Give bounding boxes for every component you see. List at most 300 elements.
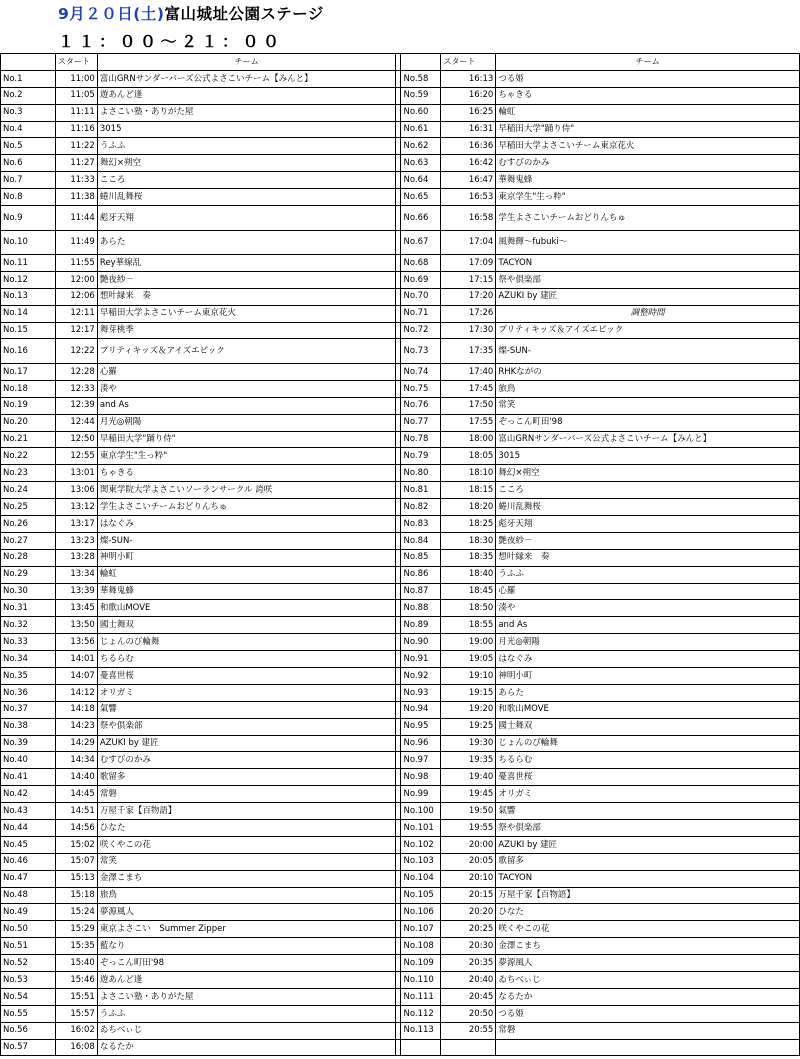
team-name: つる姫 — [496, 1005, 800, 1022]
start-time: 20:45 — [441, 988, 496, 1005]
start-time: 14:34 — [55, 752, 97, 769]
team-name: 想叶縁来 奏 — [97, 288, 396, 305]
entry-no: No.33 — [1, 634, 56, 651]
team-name: じょんのび輪舞 — [97, 634, 396, 651]
entry-no: No.29 — [1, 566, 56, 583]
team-name: 常磐 — [97, 786, 396, 803]
table-row — [1, 684, 800, 701]
team-name: むすびのかみ — [496, 155, 800, 172]
start-time: 17:09 — [441, 255, 496, 272]
entry-no: No.94 — [401, 701, 441, 718]
start-time: 17:26 — [441, 305, 496, 322]
start-time: 13:45 — [55, 600, 97, 617]
entry-no: No.91 — [401, 651, 441, 668]
team-name: ぞっこん町田'98 — [97, 955, 396, 972]
table-row — [1, 322, 800, 339]
start-time: 20:00 — [441, 836, 496, 853]
start-time: 18:15 — [441, 482, 496, 499]
team-name: つる姫 — [496, 70, 800, 87]
entry-no: No.2 — [1, 87, 56, 104]
start-time: 16:53 — [441, 189, 496, 206]
table-row — [1, 651, 800, 668]
entry-no: No.72 — [401, 322, 441, 339]
entry-no: No.46 — [1, 853, 56, 870]
start-time: 13:28 — [55, 549, 97, 566]
event-venue: 富山城址公園ステージ — [164, 5, 324, 23]
entry-no: No.49 — [1, 904, 56, 921]
start-time: 18:35 — [441, 549, 496, 566]
entry-no: No.71 — [401, 305, 441, 322]
start-time: 15:46 — [55, 972, 97, 989]
entry-no: No.28 — [1, 549, 56, 566]
table-row — [1, 206, 800, 231]
entry-no: No.106 — [401, 904, 441, 921]
table-row — [1, 482, 800, 499]
entry-no: No.39 — [1, 735, 56, 752]
start-time: 11:27 — [55, 155, 97, 172]
start-time: 16:47 — [441, 172, 496, 189]
entry-no: No.12 — [1, 271, 56, 288]
team-name: 心羅 — [97, 363, 396, 380]
entry-no: No.75 — [401, 380, 441, 397]
start-time: 16:25 — [441, 104, 496, 121]
team-name: 常磐 — [496, 1022, 800, 1039]
entry-no: No.36 — [1, 684, 56, 701]
entry-no: No.37 — [1, 701, 56, 718]
start-time: 17:50 — [441, 397, 496, 414]
start-time: 13:39 — [55, 583, 97, 600]
start-time: 17:35 — [441, 339, 496, 364]
start-time: 19:50 — [441, 803, 496, 820]
start-time: 12:33 — [55, 380, 97, 397]
team-name: 艶夜紗－ — [97, 271, 396, 288]
team-name: 祭や倶楽部 — [496, 820, 800, 837]
team-name: 憂喜世桜 — [97, 668, 396, 685]
entry-no: No.108 — [401, 938, 441, 955]
team-name: 憂喜世桜 — [496, 769, 800, 786]
team-name: オリガミ — [97, 684, 396, 701]
start-time: 20:25 — [441, 921, 496, 938]
team-name: よさこい塾・ありがた屋 — [97, 104, 396, 121]
table-row — [1, 172, 800, 189]
entry-no: No.27 — [1, 532, 56, 549]
team-name: 舞幻×朔空 — [97, 155, 396, 172]
team-name: TACYON — [496, 255, 800, 272]
start-time: 19:40 — [441, 769, 496, 786]
start-time: 14:29 — [55, 735, 97, 752]
start-time: 12:44 — [55, 414, 97, 431]
start-time: 12:17 — [55, 322, 97, 339]
start-time: 11:16 — [55, 121, 97, 138]
team-name: なるたか — [97, 1039, 396, 1056]
team-name: and As — [496, 617, 800, 634]
entry-no: No.4 — [1, 121, 56, 138]
start-time: 15:40 — [55, 955, 97, 972]
team-name: 月光◎朝陽 — [496, 634, 800, 651]
entry-no: No.67 — [401, 230, 441, 255]
team-name: 富山GRNサンダーバーズ公式よさこいチーム【みんと】 — [97, 70, 396, 87]
entry-no: No.3 — [1, 104, 56, 121]
entry-no: No.32 — [1, 617, 56, 634]
table-row — [1, 339, 800, 364]
entry-no: No.14 — [1, 305, 56, 322]
entry-no: No.20 — [1, 414, 56, 431]
entry-no: No.78 — [401, 431, 441, 448]
entry-no: No.68 — [401, 255, 441, 272]
team-name: 歌留多 — [97, 769, 396, 786]
team-name: ちゃきる — [496, 87, 800, 104]
start-time: 14:18 — [55, 701, 97, 718]
entry-no: No.97 — [401, 752, 441, 769]
entry-no: No.111 — [401, 988, 441, 1005]
start-time: 19:30 — [441, 735, 496, 752]
team-name: 華舞鬼蜂 — [97, 583, 396, 600]
team-name: 遊あんど逢 — [97, 972, 396, 989]
start-time: 14:51 — [55, 803, 97, 820]
entry-no: No.87 — [401, 583, 441, 600]
team-name: AZUKI by 建匠 — [496, 836, 800, 853]
team-name: 夢源風人 — [97, 904, 396, 921]
start-time: 18:50 — [441, 600, 496, 617]
start-time: 18:45 — [441, 583, 496, 600]
start-time: 15:18 — [55, 887, 97, 904]
start-time: 12:50 — [55, 431, 97, 448]
start-time: 17:30 — [441, 322, 496, 339]
entry-no: No.11 — [1, 255, 56, 272]
start-time: 20:55 — [441, 1022, 496, 1039]
team-name: 遊あんど逢 — [97, 87, 396, 104]
start-time: 18:30 — [441, 532, 496, 549]
start-time: 15:07 — [55, 853, 97, 870]
start-time: 14:56 — [55, 820, 97, 837]
entry-no: No.65 — [401, 189, 441, 206]
table-row — [1, 938, 800, 955]
team-name: じょんのび輪舞 — [496, 735, 800, 752]
entry-no: No.59 — [401, 87, 441, 104]
entry-no: No.107 — [401, 921, 441, 938]
entry-no: No.38 — [1, 718, 56, 735]
start-time: 18:00 — [441, 431, 496, 448]
table-row — [1, 668, 800, 685]
start-time: 14:01 — [55, 651, 97, 668]
start-time: 14:12 — [55, 684, 97, 701]
team-name: 輪虹 — [496, 104, 800, 121]
start-time: 15:13 — [55, 870, 97, 887]
team-name: 華舞鬼蜂 — [496, 172, 800, 189]
team-name: Rey華線乱 — [97, 255, 396, 272]
team-name: 東京学生"生っ粋" — [97, 448, 396, 465]
start-time: 11:55 — [55, 255, 97, 272]
team-name: 3015 — [97, 121, 396, 138]
entry-no: No.79 — [401, 448, 441, 465]
table-row — [1, 499, 800, 516]
start-time: 13:06 — [55, 482, 97, 499]
entry-no: No.16 — [1, 339, 56, 364]
start-time: 18:25 — [441, 515, 496, 532]
team-name: and As — [97, 397, 396, 414]
entry-no: No.92 — [401, 668, 441, 685]
table-row — [1, 769, 800, 786]
start-time: 11:49 — [55, 230, 97, 255]
entry-no: No.55 — [1, 1005, 56, 1022]
team-name: プリティキッズ＆アイズエピック — [496, 322, 800, 339]
entry-no: No.54 — [1, 988, 56, 1005]
entry-no: No.101 — [401, 820, 441, 837]
start-time: 16:02 — [55, 1022, 97, 1039]
team-name: 和歌山MOVE — [496, 701, 800, 718]
entry-no: No.95 — [401, 718, 441, 735]
entry-no: No.17 — [1, 363, 56, 380]
team-name: AZUKI by 建匠 — [97, 735, 396, 752]
event-date: 9月２０日(土) — [58, 5, 165, 23]
entry-no — [401, 1039, 441, 1056]
table-row — [1, 904, 800, 921]
table-row — [1, 735, 800, 752]
start-time: 13:17 — [55, 515, 97, 532]
entry-no: No.63 — [401, 155, 441, 172]
start-time: 17:04 — [441, 230, 496, 255]
start-time: 12:22 — [55, 339, 97, 364]
team-name: 学生よさこいチームおどりんちゅ — [496, 206, 800, 231]
entry-no: No.9 — [1, 206, 56, 231]
table-row — [1, 138, 800, 155]
entry-no: No.80 — [401, 465, 441, 482]
start-time: 11:44 — [55, 206, 97, 231]
team-name: 咲くやこの花 — [496, 921, 800, 938]
team-name: 3015 — [496, 448, 800, 465]
team-name: 富山GRNサンダーバーズ公式よさこいチーム【みんと】 — [496, 431, 800, 448]
start-time: 20:35 — [441, 955, 496, 972]
table-row — [1, 853, 800, 870]
table-row — [1, 617, 800, 634]
team-name: あらた — [97, 230, 396, 255]
table-row — [1, 583, 800, 600]
start-time: 16:20 — [441, 87, 496, 104]
table-row — [1, 155, 800, 172]
start-time: 12:00 — [55, 271, 97, 288]
start-time: 13:56 — [55, 634, 97, 651]
entry-no: No.110 — [401, 972, 441, 989]
table-row — [1, 972, 800, 989]
start-time: 12:11 — [55, 305, 97, 322]
entry-no: No.77 — [401, 414, 441, 431]
start-time: 11:05 — [55, 87, 97, 104]
team-name: 舞幻×朔空 — [496, 465, 800, 482]
table-row — [1, 448, 800, 465]
start-time: 14:07 — [55, 668, 97, 685]
start-time: 18:40 — [441, 566, 496, 583]
start-time: 16:36 — [441, 138, 496, 155]
start-time: 11:38 — [55, 189, 97, 206]
team-name: 藍なり — [97, 938, 396, 955]
start-time: 20:50 — [441, 1005, 496, 1022]
start-time: 12:06 — [55, 288, 97, 305]
start-time: 15:57 — [55, 1005, 97, 1022]
start-time: 15:51 — [55, 988, 97, 1005]
table-row — [1, 820, 800, 837]
page-title — [58, 2, 324, 24]
team-name: 万屋千家【百物語】 — [496, 887, 800, 904]
entry-no: No.81 — [401, 482, 441, 499]
team-name: 東京よさこい Summer Zipper — [97, 921, 396, 938]
start-time: 20:05 — [441, 853, 496, 870]
header-row — [1, 54, 800, 71]
team-name: はなぐみ — [496, 651, 800, 668]
entry-no: No.82 — [401, 499, 441, 516]
team-name: 國士舞双 — [496, 718, 800, 735]
team-name: 東京学生"生っ粋" — [496, 189, 800, 206]
start-time: 20:15 — [441, 887, 496, 904]
team-name: 祭や倶楽部 — [496, 271, 800, 288]
team-name: ゐちべぃじ — [496, 972, 800, 989]
entry-no: No.43 — [1, 803, 56, 820]
entry-no: No.100 — [401, 803, 441, 820]
start-time: 11:22 — [55, 138, 97, 155]
entry-no: No.13 — [1, 288, 56, 305]
team-name: ぞっこん町田'98 — [496, 414, 800, 431]
table-row — [1, 532, 800, 549]
team-name: オリガミ — [496, 786, 800, 803]
table-row — [1, 1022, 800, 1039]
table-row — [1, 1005, 800, 1022]
entry-no: No.42 — [1, 786, 56, 803]
entry-no: No.109 — [401, 955, 441, 972]
entry-no: No.21 — [1, 431, 56, 448]
team-name: 艶夜紗－ — [496, 532, 800, 549]
entry-no: No.60 — [401, 104, 441, 121]
start-time: 17:40 — [441, 363, 496, 380]
table-row — [1, 870, 800, 887]
team-name: うふふ — [496, 566, 800, 583]
table-row — [1, 634, 800, 651]
team-name: 常笑 — [496, 397, 800, 414]
team-name: RHKながの — [496, 363, 800, 380]
table-row — [1, 955, 800, 972]
team-name: ちゃきる — [97, 465, 396, 482]
team-name: 神明小町 — [496, 668, 800, 685]
table-row — [1, 380, 800, 397]
table-row — [1, 230, 800, 255]
table-row — [1, 465, 800, 482]
team-name: 湊や — [97, 380, 396, 397]
team-name: プリティキッズ＆アイズエピック — [97, 339, 396, 364]
entry-no: No.76 — [401, 397, 441, 414]
col-no — [401, 54, 441, 71]
table-row — [1, 600, 800, 617]
entry-no: No.69 — [401, 271, 441, 288]
team-name: 早稲田大学"踊り侍" — [97, 431, 396, 448]
table-row — [1, 887, 800, 904]
team-name: 旅鳥 — [97, 887, 396, 904]
team-name: こころ — [97, 172, 396, 189]
team-name: 心羅 — [496, 583, 800, 600]
team-name: 神明小町 — [97, 549, 396, 566]
start-time: 19:45 — [441, 786, 496, 803]
entry-no: No.47 — [1, 870, 56, 887]
entry-no: No.48 — [1, 887, 56, 904]
entry-no: No.8 — [1, 189, 56, 206]
team-name: 彪牙天翔 — [97, 206, 396, 231]
entry-no: No.61 — [401, 121, 441, 138]
start-time: 18:20 — [441, 499, 496, 516]
col-team: チーム — [97, 54, 396, 71]
start-time: 16:58 — [441, 206, 496, 231]
team-name: 夢源風人 — [496, 955, 800, 972]
table-row — [1, 921, 800, 938]
start-time: 17:45 — [441, 380, 496, 397]
entry-no: No.22 — [1, 448, 56, 465]
start-time: 14:23 — [55, 718, 97, 735]
entry-no: No.103 — [401, 853, 441, 870]
team-name: 和歌山MOVE — [97, 600, 396, 617]
entry-no: No.56 — [1, 1022, 56, 1039]
entry-no: No.66 — [401, 206, 441, 231]
entry-no: No.96 — [401, 735, 441, 752]
entry-no: No.98 — [401, 769, 441, 786]
team-name — [496, 1039, 800, 1056]
entry-no: No.90 — [401, 634, 441, 651]
table-row — [1, 189, 800, 206]
team-name: はなぐみ — [97, 515, 396, 532]
team-name: ひなた — [97, 820, 396, 837]
entry-no: No.102 — [401, 836, 441, 853]
team-name: うふふ — [97, 138, 396, 155]
team-name: 國士舞双 — [97, 617, 396, 634]
entry-no: No.52 — [1, 955, 56, 972]
entry-no: No.99 — [401, 786, 441, 803]
entry-no: No.73 — [401, 339, 441, 364]
team-name: むすびのかみ — [97, 752, 396, 769]
entry-no: No.58 — [401, 70, 441, 87]
team-name: 金澤こまち — [496, 938, 800, 955]
entry-no: No.51 — [1, 938, 56, 955]
table-row — [1, 70, 800, 87]
entry-no: No.6 — [1, 155, 56, 172]
entry-no: No.112 — [401, 1005, 441, 1022]
start-time: 19:10 — [441, 668, 496, 685]
entry-no: No.26 — [1, 515, 56, 532]
start-time: 19:05 — [441, 651, 496, 668]
start-time: 12:28 — [55, 363, 97, 380]
start-time: 20:40 — [441, 972, 496, 989]
entry-no: No.85 — [401, 549, 441, 566]
col-start: スタート — [55, 54, 97, 71]
team-name: 燦-SUN- — [496, 339, 800, 364]
entry-no: No.113 — [401, 1022, 441, 1039]
entry-no: No.35 — [1, 668, 56, 685]
table-row — [1, 255, 800, 272]
entry-no: No.104 — [401, 870, 441, 887]
entry-no: No.74 — [401, 363, 441, 380]
start-time: 15:35 — [55, 938, 97, 955]
start-time: 17:15 — [441, 271, 496, 288]
table-row — [1, 752, 800, 769]
event-hours: １１：００〜２１：００ — [58, 32, 284, 51]
table-row — [1, 786, 800, 803]
entry-no: No.25 — [1, 499, 56, 516]
team-name: 咲くやこの花 — [97, 836, 396, 853]
start-time: 16:31 — [441, 121, 496, 138]
entry-no: No.53 — [1, 972, 56, 989]
start-time: 20:20 — [441, 904, 496, 921]
entry-no: No.15 — [1, 322, 56, 339]
entry-no: No.40 — [1, 752, 56, 769]
entry-no: No.89 — [401, 617, 441, 634]
entry-no: No.1 — [1, 70, 56, 87]
entry-no: No.24 — [1, 482, 56, 499]
table-row — [1, 701, 800, 718]
team-name: 常笑 — [97, 853, 396, 870]
